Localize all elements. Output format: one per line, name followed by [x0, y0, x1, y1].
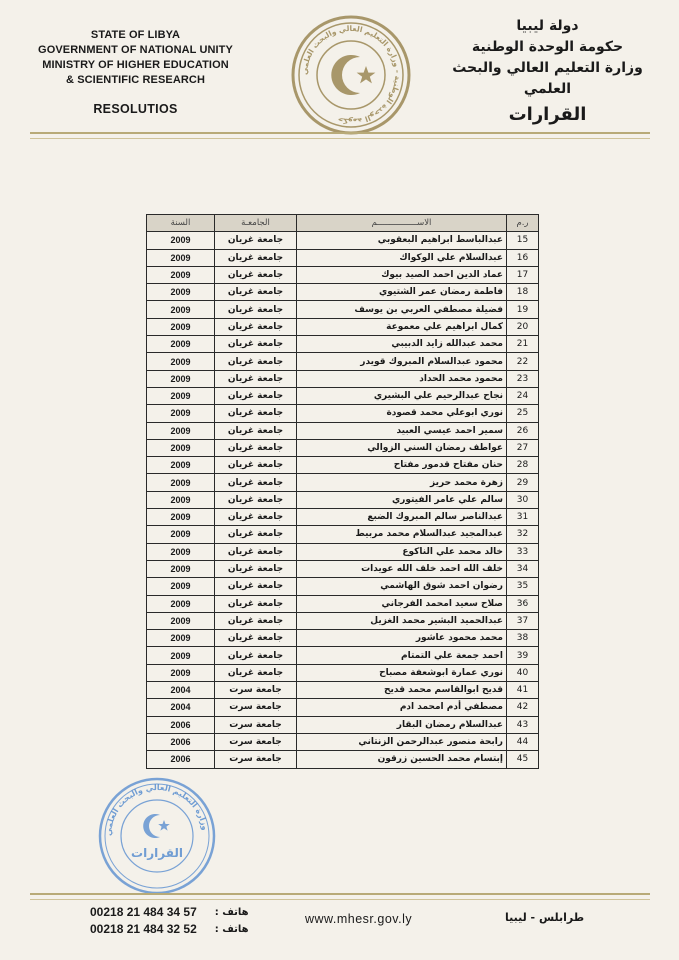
row-number: 45 — [507, 751, 539, 768]
table-row — [147, 370, 539, 387]
table-row — [147, 422, 539, 439]
table-row — [147, 751, 539, 768]
stamp-star-icon — [158, 820, 170, 831]
university-name: جامعة غريان — [215, 353, 297, 370]
row-number: 35 — [507, 578, 539, 595]
header-university: الجامعـة — [215, 215, 297, 232]
student-name: صلاح سعيد امحمد الفرجاني — [297, 595, 507, 612]
university-name: جامعة غريان — [215, 543, 297, 560]
ministry-name-en-2: & SCIENTIFIC RESEARCH — [66, 74, 205, 86]
state-name-en: STATE OF LIBYA — [90, 29, 181, 41]
row-number: 17 — [507, 266, 539, 283]
crescent-icon — [331, 55, 360, 95]
state-name-ar: دولة ليبيا — [516, 18, 579, 34]
university-name: جامعة غريان — [215, 249, 297, 266]
student-name: عبدالحميد البشير محمد الغزيل — [297, 612, 507, 629]
graduation-year: 2009 — [147, 474, 215, 491]
header-divider — [30, 132, 650, 139]
graduation-year: 2009 — [147, 664, 215, 681]
university-name: جامعة غريان — [215, 664, 297, 681]
ministry-seal — [290, 14, 412, 136]
student-name: حنان مفتاح قدمور مفتاح — [297, 457, 507, 474]
government-name-ar: حكومة الوحدة الوطنية — [471, 39, 624, 55]
table-row — [147, 336, 539, 353]
table-row — [147, 509, 539, 526]
student-name: محمود عبدالسلام المبروك قويدر — [297, 353, 507, 370]
university-name: جامعة غريان — [215, 301, 297, 318]
university-name: جامعة غريان — [215, 318, 297, 335]
row-number: 15 — [507, 232, 539, 249]
government-name-en: GOVERNMENT OF NATIONAL UNITY — [38, 44, 233, 56]
table-row — [147, 405, 539, 422]
student-name: قديح ابوالقاسم محمد قديح — [297, 682, 507, 699]
student-name: نجاح عبدالرحيم علي البشيري — [297, 387, 507, 404]
footer-divider — [30, 893, 650, 900]
table-row — [147, 595, 539, 612]
table-row — [147, 439, 539, 456]
table-row — [147, 682, 539, 699]
graduation-year: 2004 — [147, 699, 215, 716]
phone-number-2: 00218 21 484 32 52 — [90, 922, 197, 936]
university-name: جامعة غريان — [215, 560, 297, 577]
student-name: عبدالسلام علي الوكواك — [297, 249, 507, 266]
row-number: 22 — [507, 353, 539, 370]
graduation-year: 2009 — [147, 578, 215, 595]
row-number: 33 — [507, 543, 539, 560]
student-name: إبتسام محمد الحسين زرقون — [297, 751, 507, 768]
table-row — [147, 353, 539, 370]
section-title-ar: القرارات — [508, 104, 587, 125]
table-row — [147, 474, 539, 491]
graduation-year: 2006 — [147, 751, 215, 768]
table-row — [147, 491, 539, 508]
university-name: جامعة سرت — [215, 682, 297, 699]
university-name: جامعة غريان — [215, 232, 297, 249]
graduation-year: 2009 — [147, 647, 215, 664]
graduation-year: 2009 — [147, 526, 215, 543]
row-number: 18 — [507, 284, 539, 301]
student-name: نوري ابوعلي محمد قصودة — [297, 405, 507, 422]
phone-label-2: هاتف : — [214, 924, 249, 935]
graduation-year: 2009 — [147, 543, 215, 560]
university-name: جامعة غريان — [215, 266, 297, 283]
row-number: 38 — [507, 630, 539, 647]
table-row — [147, 543, 539, 560]
arabic-letterhead — [440, 16, 655, 125]
table-row — [147, 318, 539, 335]
header-num: ر.م — [507, 215, 539, 232]
row-number: 41 — [507, 682, 539, 699]
student-name: عواطف رمضان السني الزوالي — [297, 439, 507, 456]
university-name: جامعة غريان — [215, 612, 297, 629]
stamp-label: القرارات — [131, 846, 183, 860]
university-name: جامعة سرت — [215, 716, 297, 733]
student-name: عماد الدين احمد الصيد بيوك — [297, 266, 507, 283]
university-name: جامعة غريان — [215, 422, 297, 439]
table-row — [147, 387, 539, 404]
graduation-year: 2009 — [147, 232, 215, 249]
table-row — [147, 284, 539, 301]
university-name: جامعة سرت — [215, 751, 297, 768]
star-icon — [357, 66, 376, 83]
header-name: الاســــــــــــــــم — [297, 215, 507, 232]
row-number: 27 — [507, 439, 539, 456]
table-row — [147, 301, 539, 318]
university-name: جامعة غريان — [215, 370, 297, 387]
english-letterhead — [28, 28, 243, 117]
university-name: جامعة غريان — [215, 630, 297, 647]
student-name: محمود محمد الحداد — [297, 370, 507, 387]
university-name: جامعة غريان — [215, 284, 297, 301]
student-name: عبدالسلام رمضان البقار — [297, 716, 507, 733]
student-name: عبدالمجيد عبدالسلام محمد مربيط — [297, 526, 507, 543]
university-name: جامعة غريان — [215, 595, 297, 612]
graduation-year: 2009 — [147, 560, 215, 577]
section-title-en: RESOLUTIOS — [93, 102, 178, 116]
row-number: 20 — [507, 318, 539, 335]
row-number: 42 — [507, 699, 539, 716]
table-row — [147, 232, 539, 249]
row-number: 16 — [507, 249, 539, 266]
university-name: جامعة غريان — [215, 439, 297, 456]
stamp-ring-text: وزارة التعليم العالي والبحث العلمي — [103, 782, 210, 837]
phone-number-1: 00218 21 484 34 57 — [90, 905, 197, 919]
student-name: كمال ابراهيم علي معموعة — [297, 318, 507, 335]
graduation-year: 2006 — [147, 716, 215, 733]
graduation-year: 2009 — [147, 509, 215, 526]
row-number: 32 — [507, 526, 539, 543]
row-number: 26 — [507, 422, 539, 439]
graduation-year: 2009 — [147, 266, 215, 283]
table-row — [147, 612, 539, 629]
graduation-year: 2009 — [147, 491, 215, 508]
university-name: جامعة غريان — [215, 457, 297, 474]
row-number: 21 — [507, 336, 539, 353]
student-name: نوري عمارة ابوشعفة مصباح — [297, 664, 507, 681]
university-name: جامعة غريان — [215, 509, 297, 526]
table-row — [147, 526, 539, 543]
graduation-year: 2009 — [147, 249, 215, 266]
student-name: مصطفي أدم امحمد ادم — [297, 699, 507, 716]
student-name: رابحة منصور عبدالرحمن الزنتاني — [297, 733, 507, 750]
student-name: احمد جمعة علي التمتام — [297, 647, 507, 664]
row-number: 44 — [507, 733, 539, 750]
table-row — [147, 578, 539, 595]
row-number: 29 — [507, 474, 539, 491]
table-row — [147, 457, 539, 474]
student-name: محمد محمود عاشور — [297, 630, 507, 647]
row-number: 39 — [507, 647, 539, 664]
row-number: 36 — [507, 595, 539, 612]
row-number: 40 — [507, 664, 539, 681]
row-number: 31 — [507, 509, 539, 526]
website-link[interactable]: www.mhesr.gov.ly — [305, 912, 413, 926]
header-year: السنة — [147, 215, 215, 232]
ministry-name-ar: وزارة التعليم العالي والبحث العلمي — [452, 60, 643, 97]
graduation-year: 2009 — [147, 595, 215, 612]
student-name: عبدالناصر سالم المبروك الضبع — [297, 509, 507, 526]
graduation-year: 2009 — [147, 336, 215, 353]
university-name: جامعة غريان — [215, 526, 297, 543]
row-number: 37 — [507, 612, 539, 629]
table-header-row — [147, 215, 539, 232]
table-row — [147, 699, 539, 716]
graduation-year: 2009 — [147, 318, 215, 335]
graduation-year: 2009 — [147, 422, 215, 439]
university-name: جامعة غريان — [215, 474, 297, 491]
graduation-year: 2006 — [147, 733, 215, 750]
student-name: سالم علي عامر الفيتوري — [297, 491, 507, 508]
svg-text:حكومة الوحدة الوطنية - وزارة ا — [300, 24, 402, 126]
graduation-year: 2009 — [147, 301, 215, 318]
ministry-name-en: MINISTRY OF HIGHER EDUCATION — [42, 59, 229, 71]
table-row — [147, 266, 539, 283]
table-row — [147, 647, 539, 664]
table-row — [147, 716, 539, 733]
row-number: 19 — [507, 301, 539, 318]
student-name: محمد عبدالله زايد الدبيبي — [297, 336, 507, 353]
student-name: رضوان احمد شوق الهاشمي — [297, 578, 507, 595]
graduates-table — [146, 214, 539, 769]
graduation-year: 2004 — [147, 682, 215, 699]
table-row — [147, 630, 539, 647]
university-name: جامعة غريان — [215, 578, 297, 595]
student-name: فاطمة رمضان عمر الشتيوي — [297, 284, 507, 301]
stamp-crescent-icon — [143, 814, 160, 838]
university-name: جامعة غريان — [215, 491, 297, 508]
student-name: سمير احمد عيسي العبيد — [297, 422, 507, 439]
university-name: جامعة غريان — [215, 387, 297, 404]
row-number: 30 — [507, 491, 539, 508]
phone-block — [90, 904, 249, 938]
student-name: عبدالباسط ابراهيم البعقوبي — [297, 232, 507, 249]
table-row — [147, 733, 539, 750]
graduation-year: 2009 — [147, 630, 215, 647]
graduation-year: 2009 — [147, 370, 215, 387]
row-number: 23 — [507, 370, 539, 387]
student-name: زهرة محمد حريز — [297, 474, 507, 491]
row-number: 24 — [507, 387, 539, 404]
graduation-year: 2009 — [147, 405, 215, 422]
graduation-year: 2009 — [147, 439, 215, 456]
phone-label-1: هاتف : — [214, 907, 249, 918]
graduation-year: 2009 — [147, 612, 215, 629]
official-stamp — [96, 775, 218, 897]
graduation-year: 2009 — [147, 353, 215, 370]
university-name: جامعة غريان — [215, 336, 297, 353]
row-number: 43 — [507, 716, 539, 733]
student-name: خالد محمد علي الناكوع — [297, 543, 507, 560]
graduation-year: 2009 — [147, 284, 215, 301]
table-row — [147, 664, 539, 681]
city-address: طرابلس - ليبيا — [505, 911, 585, 924]
university-name: جامعة سرت — [215, 733, 297, 750]
student-name: فضيلة مصطفي العربي بن يوسف — [297, 301, 507, 318]
table-row — [147, 249, 539, 266]
row-number: 28 — [507, 457, 539, 474]
row-number: 25 — [507, 405, 539, 422]
graduation-year: 2009 — [147, 387, 215, 404]
seal-ring-text: حكومة الوحدة الوطنية - وزارة التعليم العالي والبحث العلمي — [299, 23, 403, 127]
student-name: خلف الله احمد خلف الله عويدات — [297, 560, 507, 577]
university-name: جامعة غريان — [215, 405, 297, 422]
graduation-year: 2009 — [147, 457, 215, 474]
university-name: جامعة سرت — [215, 699, 297, 716]
table-row — [147, 560, 539, 577]
university-name: جامعة غريان — [215, 647, 297, 664]
row-number: 34 — [507, 560, 539, 577]
